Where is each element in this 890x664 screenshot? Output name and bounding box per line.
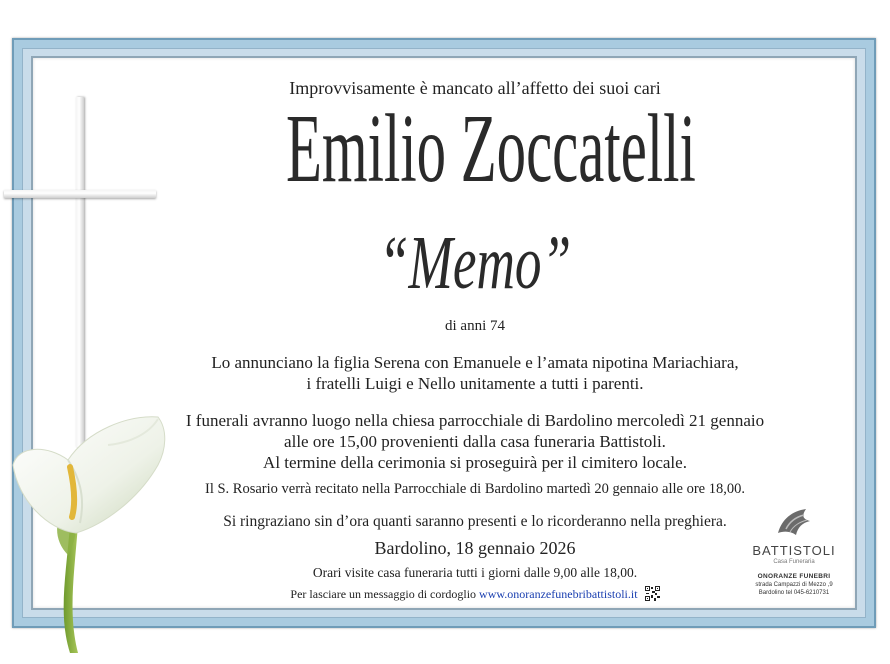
condolence-message (160, 586, 790, 602)
funeral-line: alle ore 15,00 provenienti dalla casa funeraria Battistoli. (284, 432, 666, 451)
battistoli-logo-icon (772, 505, 816, 541)
logo-title: ONORANZE FUNEBRI (757, 573, 831, 580)
nickname: “Memo” (378, 221, 572, 305)
logo-subtitle: Casa Funeraria (773, 559, 815, 565)
announcement-paragraph (160, 352, 790, 394)
funeral-paragraph (160, 410, 790, 473)
place-date: Bardolino, 18 gennaio 2026 (374, 538, 576, 558)
message-text: Per lasciare un messaggio di cordoglio (290, 587, 477, 601)
funeral-home-logo (744, 505, 844, 596)
announcement-line: i fratelli Luigi e Nello unitamente a tutti i parenti. (306, 374, 644, 393)
thanks-text: Si ringraziano sin d’ora quanti saranno presenti e lo ricorderanno nella preghiera. (223, 513, 727, 530)
website-link[interactable]: www.onoranzefunebribattistoli.it (479, 587, 638, 601)
announcement-line: Lo annunciano la figlia Serena con Emanuele e l’amata nipotina Mariachiara, (211, 353, 739, 372)
cross-horizontal-beam (4, 190, 156, 198)
logo-address: strada Campazzi di Mezzo ,9 (755, 582, 833, 588)
visits-text: Orari visite casa funeraria tutti i giorni dalle 9,00 alle 18,00. (312, 565, 638, 580)
intro-text: Improvvisamente è mancato all’affetto dei suoi cari (289, 78, 661, 98)
cross-vertical-beam (76, 97, 84, 447)
funeral-line: Al termine della cerimonia si proseguirà per il cimitero locale. (263, 453, 687, 472)
calla-lily-icon (8, 405, 178, 655)
funeral-line: I funerali avranno luogo nella chiesa parrocchiale di Bardolino mercoledì 21 gennaio (185, 411, 765, 430)
logo-name: BATTISTOLI (752, 543, 836, 558)
rosary-text: Il S. Rosario verrà recitato nella Parrocchiale di Bardolino martedì 20 gennaio alle ore 18,00. (205, 481, 745, 497)
logo-city-phone: Bardolino tel 045-6210731 (758, 590, 830, 596)
qr-code-icon (645, 586, 660, 601)
deceased-name: Emilio Zoccatelli (286, 95, 696, 203)
age-text: di anni 74 (445, 318, 505, 334)
